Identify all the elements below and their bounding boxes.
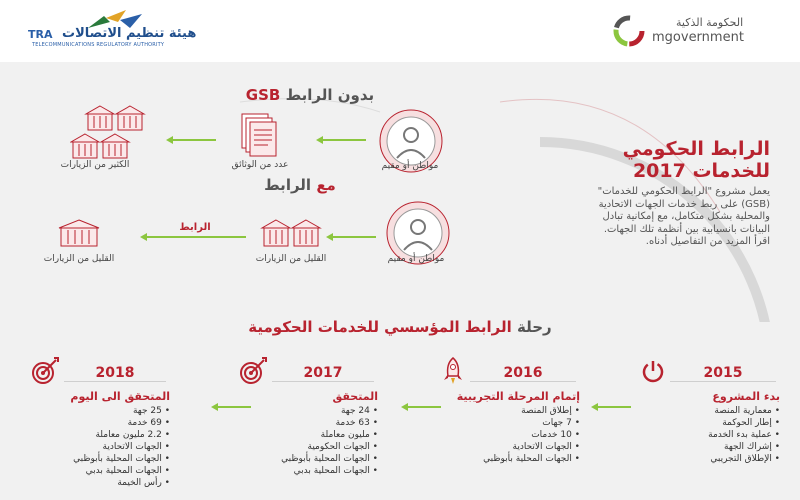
journey-title-red: الرابط المؤسسي للخدمات الحكومية xyxy=(248,318,512,336)
timeline-item: • 7 جهات xyxy=(542,418,580,428)
timeline-item: • الجهات المحلية بأبوظبي xyxy=(73,454,170,464)
timeline-list xyxy=(30,405,170,489)
timeline-heading: إتمام المرحلة التجريبية xyxy=(456,390,580,403)
document-icon xyxy=(228,110,288,160)
timeline-year-row xyxy=(238,358,378,388)
timeline-item: • الجهات الحكومية xyxy=(307,442,378,452)
timeline-item: • 69 خدمة xyxy=(127,418,170,428)
without-title xyxy=(200,86,420,104)
mgov-logo xyxy=(612,12,782,52)
arrow-head-icon xyxy=(166,136,173,144)
mgov-circle-icon xyxy=(612,14,646,48)
timeline-item: • الجهات المحلية بدبي xyxy=(85,466,170,476)
arrow-line xyxy=(597,406,631,408)
arrow-line xyxy=(322,139,366,141)
timeline-item: • الجهات الاتحادية xyxy=(102,442,170,452)
target-icon xyxy=(30,356,60,390)
without-citizen-label: مواطن أو مقيم xyxy=(381,161,439,171)
timeline-item: • 10 خدمات xyxy=(531,430,580,440)
header-bar xyxy=(0,0,800,63)
timeline-item: • 63 خدمة xyxy=(335,418,378,428)
without-docs-label: عدد من الوثائق xyxy=(231,160,289,170)
without-visits-label: الكثير من الزيارات xyxy=(60,160,130,170)
arrow-head-icon xyxy=(316,136,323,144)
tra-name-ar: هيئة تنظيم الاتصالات xyxy=(62,26,197,41)
timeline-heading: المتحقق الى اليوم xyxy=(70,390,170,403)
arrow-line xyxy=(407,406,441,408)
mgov-en: mgovernment xyxy=(652,30,744,45)
timeline-item: • الجهات الاتحادية xyxy=(512,442,580,452)
arrow-head-icon xyxy=(401,403,408,411)
timeline-year: 2018 xyxy=(64,365,166,382)
arrow-line xyxy=(146,236,246,238)
timeline-item: • الجهات المحلية بدبي xyxy=(293,466,378,476)
timeline-year: 2017 xyxy=(272,365,374,382)
timeline-item: • مليون معاملة xyxy=(320,430,378,440)
tra-logo-text: TRA xyxy=(28,28,53,41)
timeline-item: • معمارية المنصة xyxy=(714,406,780,416)
arrow-head-icon xyxy=(326,233,333,241)
intro-title-line1: الرابط الحكومي xyxy=(622,138,770,160)
with-title xyxy=(220,176,380,194)
journey-title-gray: رحلة xyxy=(517,318,552,336)
tra-name-en: TELECOMMUNICATIONS REGULATORY AUTHORITY xyxy=(32,42,165,48)
timeline-item: • إشراك الجهة xyxy=(724,442,780,452)
timeline-column-2016 xyxy=(440,358,580,465)
timeline-column-2017 xyxy=(238,358,378,477)
timeline-list xyxy=(238,405,378,477)
building-icon xyxy=(256,218,326,252)
with-visits2-label: القليل من الزيارات xyxy=(43,254,115,264)
arrow-line xyxy=(332,236,376,238)
link-label: الرابط xyxy=(179,222,211,233)
timeline-item: • 25 جهة xyxy=(132,406,170,416)
intro-body: يعمل مشروع "الرابط الحكومي للخدمات"(GSB) على ربط خدمات الجهات الاتحادية والمحلية بشكل متكامل، مع إمكانية تبادل البيانات بانسيابية بين أنظمة تلك الجهات. اقرأ المزيد من التفاصيل أدناه. xyxy=(597,186,770,247)
timeline-year: 2016 xyxy=(470,365,576,382)
arrow-head-icon xyxy=(211,403,218,411)
tra-logo xyxy=(28,8,228,48)
timeline-item: • الجهات المحلية بأبوظبي xyxy=(281,454,378,464)
timeline-list xyxy=(440,405,580,465)
timeline-heading: بدء المشروع xyxy=(712,390,780,403)
timeline-year-row xyxy=(640,358,780,388)
timeline-year: 2015 xyxy=(670,365,776,382)
rocket-icon xyxy=(440,356,466,390)
without-title-red: GSB xyxy=(245,86,281,104)
timeline-column-2015 xyxy=(640,358,780,465)
timeline-year-row xyxy=(30,358,170,388)
with-visits1-label: القليل من الزيارات xyxy=(255,254,327,264)
without-title-gray: بدون الرابط xyxy=(285,86,375,104)
timeline-item: • إطار الحوكمة xyxy=(722,418,780,428)
timeline-year-row xyxy=(440,358,580,388)
arrow-line xyxy=(217,406,251,408)
with-citizen-label: مواطن أو مقيم xyxy=(387,254,445,264)
journey-title xyxy=(150,318,650,336)
with-title-gray: الرابط xyxy=(264,176,312,194)
arrow-head-icon xyxy=(591,403,598,411)
target-icon xyxy=(238,356,268,390)
power-icon xyxy=(640,358,666,388)
timeline-heading: المتحقق xyxy=(332,390,378,403)
timeline-column-2018 xyxy=(30,358,170,489)
arrow-line xyxy=(172,139,216,141)
with-title-red: مع xyxy=(316,176,336,194)
intro-title-line2: للخدمات 2017 xyxy=(632,160,770,182)
building-icon xyxy=(70,100,160,164)
arrow-head-icon xyxy=(140,233,147,241)
mgov-ar: الحكومة الذكية xyxy=(676,16,744,29)
timeline-item: • 24 جهة xyxy=(340,406,378,416)
timeline-list xyxy=(640,405,780,465)
building-icon xyxy=(44,218,114,252)
timeline-item: • الجهات المحلية بأبوظبي xyxy=(483,454,580,464)
timeline-item: • 2.2 مليون معاملة xyxy=(95,430,170,440)
timeline-item: • إطلاق المنصة xyxy=(521,406,580,416)
timeline-item: • عملية بدء الخدمة xyxy=(708,430,780,440)
timeline-item: • رأس الخيمة xyxy=(117,478,170,488)
timeline-item: • الإطلاق التجريبي xyxy=(710,454,780,464)
